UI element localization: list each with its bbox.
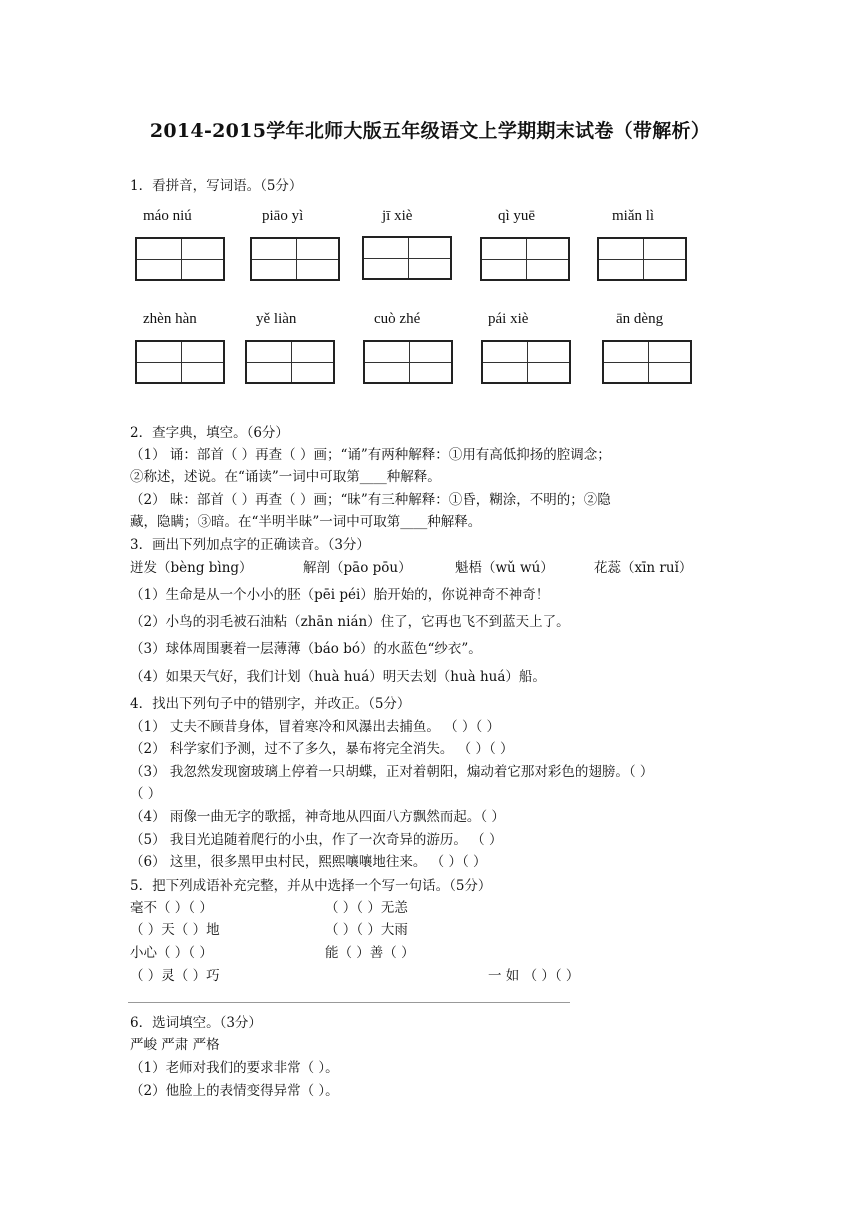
q3-line-4: （4）如果天气好，我们计划（huà huá）明天去划（huà huá）船。 [130, 669, 546, 685]
q3-word-3: 魁梧（wǔ wú） [455, 560, 554, 576]
q3-heading: 3．画出下列加点字的正确读音。（3分） [130, 537, 370, 553]
q2-line-4: 藏，隐瞒；③暗。在“半明半昧”一词中可取第____种解释。 [130, 514, 482, 530]
pinyin-5: miǎn lì [612, 208, 655, 224]
writing-box-2[interactable] [250, 237, 340, 281]
idiom-2: （ ）（ ）无恙 [325, 900, 408, 916]
writing-box-7[interactable] [245, 340, 335, 384]
writing-box-8[interactable] [363, 340, 453, 384]
q3-word-4: 花蕊（xīn ruǐ） [594, 560, 693, 576]
q2-heading: 2．查字典，填空。（6分） [130, 425, 289, 441]
q3-line-1: （1）生命是从一个小小的胚（pēi péi）胎开始的，你说神奇不神奇！ [130, 587, 550, 603]
writing-box-1[interactable] [135, 237, 225, 281]
q3-line-2: （2）小鸟的羽毛被石油粘（zhān nián）住了，它再也飞不到蓝天上了。 [130, 614, 570, 630]
q2-line-2: ②称述，述说。在“诵读”一词中可取第____种解释。 [130, 469, 441, 485]
answer-line [128, 1002, 570, 1003]
writing-box-10[interactable] [602, 340, 692, 384]
q5-heading: 5．把下列成语补充完整，并从中选择一个写一句话。（5分） [130, 878, 492, 894]
q6-heading: 6．选词填空。（3分） [130, 1015, 262, 1031]
q3-word-1: 迸发（bèng bìng） [130, 560, 253, 576]
q4-line-4: （4） 雨像一曲无字的歌摇，神奇地从四面八方飘然而起。（ ） [130, 809, 505, 825]
page-title: 2014-2015学年北师大版五年级语文上学期期末试卷（带解析） [149, 120, 711, 142]
idiom-5: 小心（ ）（ ） [130, 945, 213, 961]
writing-box-4[interactable] [480, 237, 570, 281]
writing-box-3[interactable] [362, 236, 452, 280]
pinyin-6: zhèn hàn [143, 311, 197, 327]
idiom-4: （ ）（ ）大雨 [325, 922, 408, 938]
pinyin-10: ān dèng [616, 311, 664, 327]
q2-line-1: （1） 诵：部首（ ）再查（ ）画；“诵”有两种解释：①用有高低抑扬的腔调念； [130, 447, 611, 463]
writing-box-9[interactable] [481, 340, 571, 384]
q4-line-6: （6） 这里，很多黑甲虫村民，熙熙嚷嚷地往来。 （ ）（ ） [130, 854, 487, 870]
idiom-6: 能（ ）善（ ） [325, 945, 415, 961]
pinyin-4: qì yuē [498, 208, 536, 224]
q6-line-1: （1）老师对我们的要求非常（ ）。 [130, 1060, 339, 1076]
idiom-7: （ ）灵（ ）巧 [130, 968, 220, 984]
q2-line-3: （2） 昧：部首（ ）再查（ ）画；“昧”有三种解释：①昏，糊涂，不明的；②隐 [130, 492, 611, 508]
q1-heading: 1．看拼音，写词语。（5分） [130, 178, 303, 194]
writing-box-5[interactable] [597, 237, 687, 281]
pinyin-9: pái xiè [488, 311, 529, 327]
pinyin-2: piāo yì [262, 208, 304, 224]
q4-heading: 4．找出下列句子中的错别字，并改正。（5分） [130, 696, 411, 712]
q3-line-3: （3）球体周围裹着一层薄薄（báo bó）的水蓝色“纱衣”。 [130, 641, 482, 657]
pinyin-7: yě liàn [256, 311, 297, 327]
q6-line-2: （2）他脸上的表情变得异常（ ）。 [130, 1083, 339, 1099]
q6-word-choices: 严峻 严肃 严格 [130, 1037, 220, 1053]
pinyin-1: máo niú [143, 208, 192, 224]
idiom-1: 毫不（ ）（ ） [130, 900, 213, 916]
pinyin-3: jī xiè [382, 208, 413, 224]
writing-box-6[interactable] [135, 340, 225, 384]
q4-line-3b: （ ） [130, 786, 162, 802]
pinyin-8: cuò zhé [374, 311, 421, 327]
q4-line-2: （2） 科学家们予测，过不了多久，暴布将完全消失。 （ ）（ ） [130, 741, 514, 757]
q4-line-3: （3） 我忽然发现窗玻璃上停着一只胡蝶，正对着朝阳，煽动着它那对彩色的翅膀。（ ） [130, 764, 654, 780]
q3-word-2: 解剖（pāo pōu） [303, 560, 412, 576]
q4-line-5: （5） 我目光追随着爬行的小虫，作了一次奇异的游历。 （ ） [130, 832, 503, 848]
q4-line-1: （1） 丈夫不顾昔身体，冒着寒冷和风瀑出去捕鱼。 （ ）（ ） [130, 719, 501, 735]
idiom-3: （ ）天（ ）地 [130, 922, 220, 938]
idiom-8: 一 如 （ ）（ ） [488, 968, 580, 984]
